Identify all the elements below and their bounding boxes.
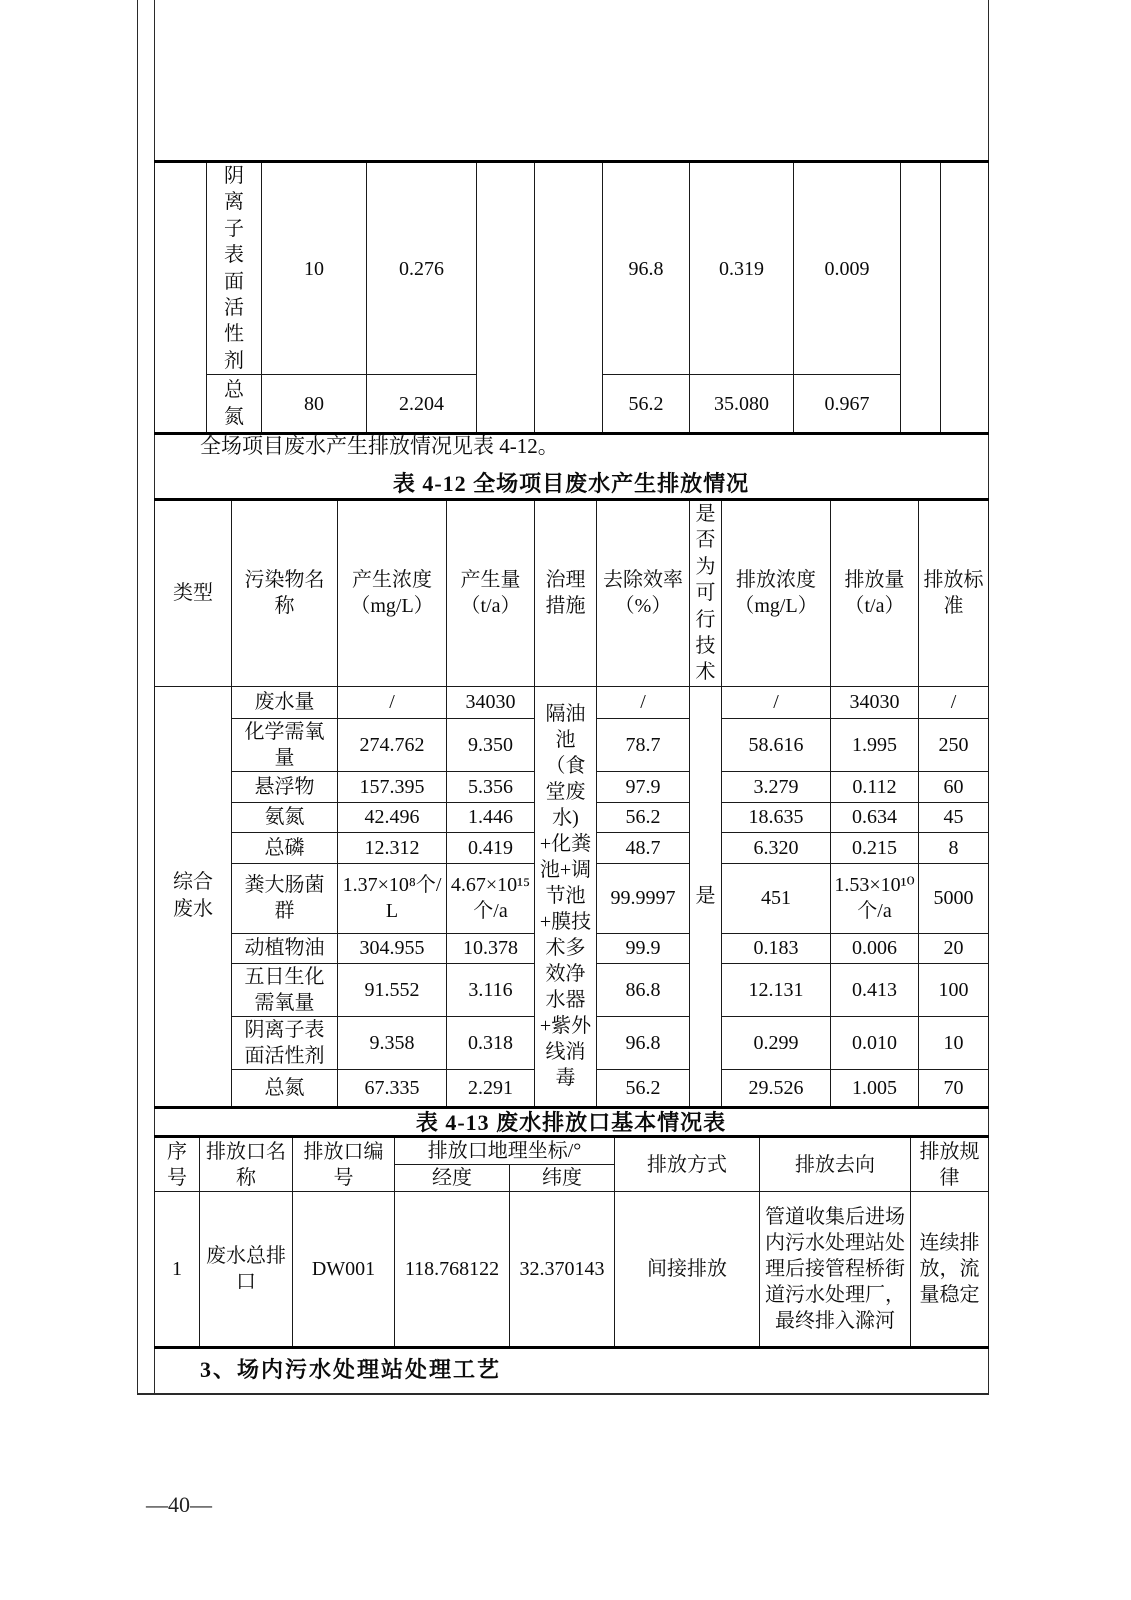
cell-pollutant-name: 总磷 [232,832,338,863]
cell-emission-amt: 0.112 [831,771,919,802]
header-method: 排放方式 [615,1137,760,1192]
cell-produced-conc: 274.762 [338,718,447,771]
cell-produced-amt: 0.276 [367,162,477,375]
cell-produced-amt: 4.67×10¹⁵个/a [447,863,535,933]
cell-removal: 78.7 [597,718,690,771]
header-emission-amt: 排放量（t/a） [831,500,919,687]
cell-pollutant-name: 废水量 [232,686,338,718]
cell-emission-conc: / [722,686,831,718]
table-header-row [155,500,989,687]
cell-emission-amt: 34030 [831,686,919,718]
cell-pollutant-name: 化学需氧量 [232,718,338,771]
cell-pollutant-name: 动植物油 [232,933,338,963]
cell-removal: 96.8 [603,162,690,375]
cell-standard: 250 [919,718,989,771]
cell-produced-conc: 42.496 [338,802,447,832]
cell-produced-amt: 10.378 [447,933,535,963]
cell-emission-conc: 35.080 [690,375,794,434]
table-4-12 [154,498,989,1109]
cell-pollutant-name: 氨氮 [232,802,338,832]
cell-pollutant-name: 阴离子表面活性剂 [207,162,262,375]
page-frame-bottom-line [137,1393,989,1395]
cell-emission-conc: 58.616 [722,718,831,771]
cell-destination: 管道收集后进场内污水处理站处理后接管程桥街道污水处理厂，最终排入滁河 [760,1192,911,1348]
page-number: —40— [146,1492,212,1517]
cell-emission-amt: 0.009 [794,162,901,375]
cell-feasible: 是 [690,686,722,1107]
cell-standard: 5000 [919,863,989,933]
cell-produced-amt: 0.318 [447,1016,535,1069]
cell-pollutant-name: 五日生化需氧量 [232,963,338,1016]
header-destination: 排放去向 [760,1137,911,1192]
cell-method: 间接排放 [615,1192,760,1348]
cell-produced-conc: / [338,686,447,718]
cell-produced-amt: 2.291 [447,1069,535,1107]
cell-pollutant-name: 总氮 [232,1069,338,1107]
cell-removal: 56.2 [597,1069,690,1107]
header-pattern: 排放规律 [911,1137,989,1192]
cell-produced-amt: 9.350 [447,718,535,771]
cell-pollutant-name: 悬浮物 [232,771,338,802]
table-4-13 [154,1135,989,1349]
cell-treatment-empty [477,162,535,434]
cell-emission-conc: 12.131 [722,963,831,1016]
cell-feasible-empty [535,162,603,434]
cell-removal: 96.8 [597,1016,690,1069]
cell-standard: 45 [919,802,989,832]
cell-standard: 100 [919,963,989,1016]
cell-removal: 97.9 [597,771,690,802]
cell-emission-conc: 0.319 [690,162,794,375]
cell-removal: 86.8 [597,963,690,1016]
cell-emission-amt: 0.967 [794,375,901,434]
table-row [155,686,989,718]
cell-empty [941,162,989,434]
cell-emission-conc: 451 [722,863,831,933]
cell-emission-amt: 1.005 [831,1069,919,1107]
header-outlet-name: 排放口名称 [200,1137,293,1192]
section-heading: 3、场内污水处理站处理工艺 [200,1357,502,1382]
header-emission-conc: 排放浓度（mg/L） [722,500,831,687]
header-latitude: 纬度 [510,1165,615,1192]
cell-produced-amt: 34030 [447,686,535,718]
page-frame-left-outer-line [137,0,138,1395]
cell-emission-amt: 0.634 [831,802,919,832]
cell-removal: / [597,686,690,718]
cell-pollutant-name: 粪大肠菌群 [232,863,338,933]
table-4-13-title: 表 4-13 废水排放口基本情况表 [415,1110,727,1135]
cell-emission-amt: 1.995 [831,718,919,771]
top-continuation-table [154,160,989,435]
header-coords: 排放口地理坐标/° [395,1137,615,1165]
cell-removal: 99.9 [597,933,690,963]
cell-emission-amt: 0.006 [831,933,919,963]
header-treatment: 治理措施 [535,500,597,687]
cell-standard: 8 [919,832,989,863]
cell-pollutant-name: 阴离子表面活性剂 [232,1016,338,1069]
cell-outlet-name: 废水总排口 [200,1192,293,1348]
cell-emission-conc: 18.635 [722,802,831,832]
cell-produced-conc: 304.955 [338,933,447,963]
cell-emission-amt: 0.010 [831,1016,919,1069]
cell-latitude: 32.370143 [510,1192,615,1348]
cell-standard: 10 [919,1016,989,1069]
cell-standard: / [919,686,989,718]
cell-produced-conc: 80 [262,375,367,434]
cell-removal: 99.9997 [597,863,690,933]
cell-produced-conc: 9.358 [338,1016,447,1069]
cell-produced-conc: 91.552 [338,963,447,1016]
cell-emission-amt: 1.53×10¹⁰个/a [831,863,919,933]
header-pollutant: 污染物名称 [232,500,338,687]
cell-produced-amt: 3.116 [447,963,535,1016]
cell-standard: 60 [919,771,989,802]
cell-type-empty [155,162,207,434]
cell-produced-amt: 5.356 [447,771,535,802]
cell-longitude: 118.768122 [395,1192,510,1348]
cell-emission-conc: 0.183 [722,933,831,963]
table-header-row [155,1137,989,1165]
cell-produced-conc: 67.335 [338,1069,447,1107]
cell-emission-conc: 0.299 [722,1016,831,1069]
cell-outlet-code: DW001 [293,1192,395,1348]
intro-paragraph: 全场项目废水产生排放情况见表 4-12。 [200,434,559,458]
cell-removal: 48.7 [597,832,690,863]
header-feasible-tech: 是否为可行技术 [690,500,722,687]
header-type: 类型 [155,500,232,687]
cell-produced-conc: 10 [262,162,367,375]
header-outlet-code: 排放口编号 [293,1137,395,1192]
cell-produced-amt: 1.446 [447,802,535,832]
cell-pollutant-name: 总氮 [207,375,262,434]
header-produced-amt: 产生量（t/a） [447,500,535,687]
cell-treatment: 隔油池（食堂废水)+化粪池+调节池+膜技术多效净水器+紫外线消毒 [535,686,597,1107]
cell-waste-type: 综合废水 [155,686,232,1107]
cell-empty [901,162,941,434]
cell-emission-conc: 3.279 [722,771,831,802]
cell-produced-conc: 157.395 [338,771,447,802]
table-4-12-title: 表 4-12 全场项目废水产生排放情况 [392,471,750,496]
header-standard: 排放标准 [919,500,989,687]
cell-emission-conc: 6.320 [722,832,831,863]
table-row [155,162,989,375]
cell-produced-conc: 12.312 [338,832,447,863]
cell-removal: 56.2 [603,375,690,434]
cell-emission-amt: 0.413 [831,963,919,1016]
cell-standard: 70 [919,1069,989,1107]
cell-standard: 20 [919,933,989,963]
header-produced-conc: 产生浓度（mg/L） [338,500,447,687]
cell-seq: 1 [155,1192,200,1348]
cell-emission-conc: 29.526 [722,1069,831,1107]
cell-produced-conc: 1.37×10⁸个/L [338,863,447,933]
cell-emission-amt: 0.215 [831,832,919,863]
cell-removal: 56.2 [597,802,690,832]
header-seq: 序号 [155,1137,200,1192]
table-row [155,1192,989,1348]
cell-pattern: 连续排放，流量稳定 [911,1192,989,1348]
header-longitude: 经度 [395,1165,510,1192]
cell-produced-amt: 2.204 [367,375,477,434]
header-removal-rate: 去除效率（%） [597,500,690,687]
cell-produced-amt: 0.419 [447,832,535,863]
